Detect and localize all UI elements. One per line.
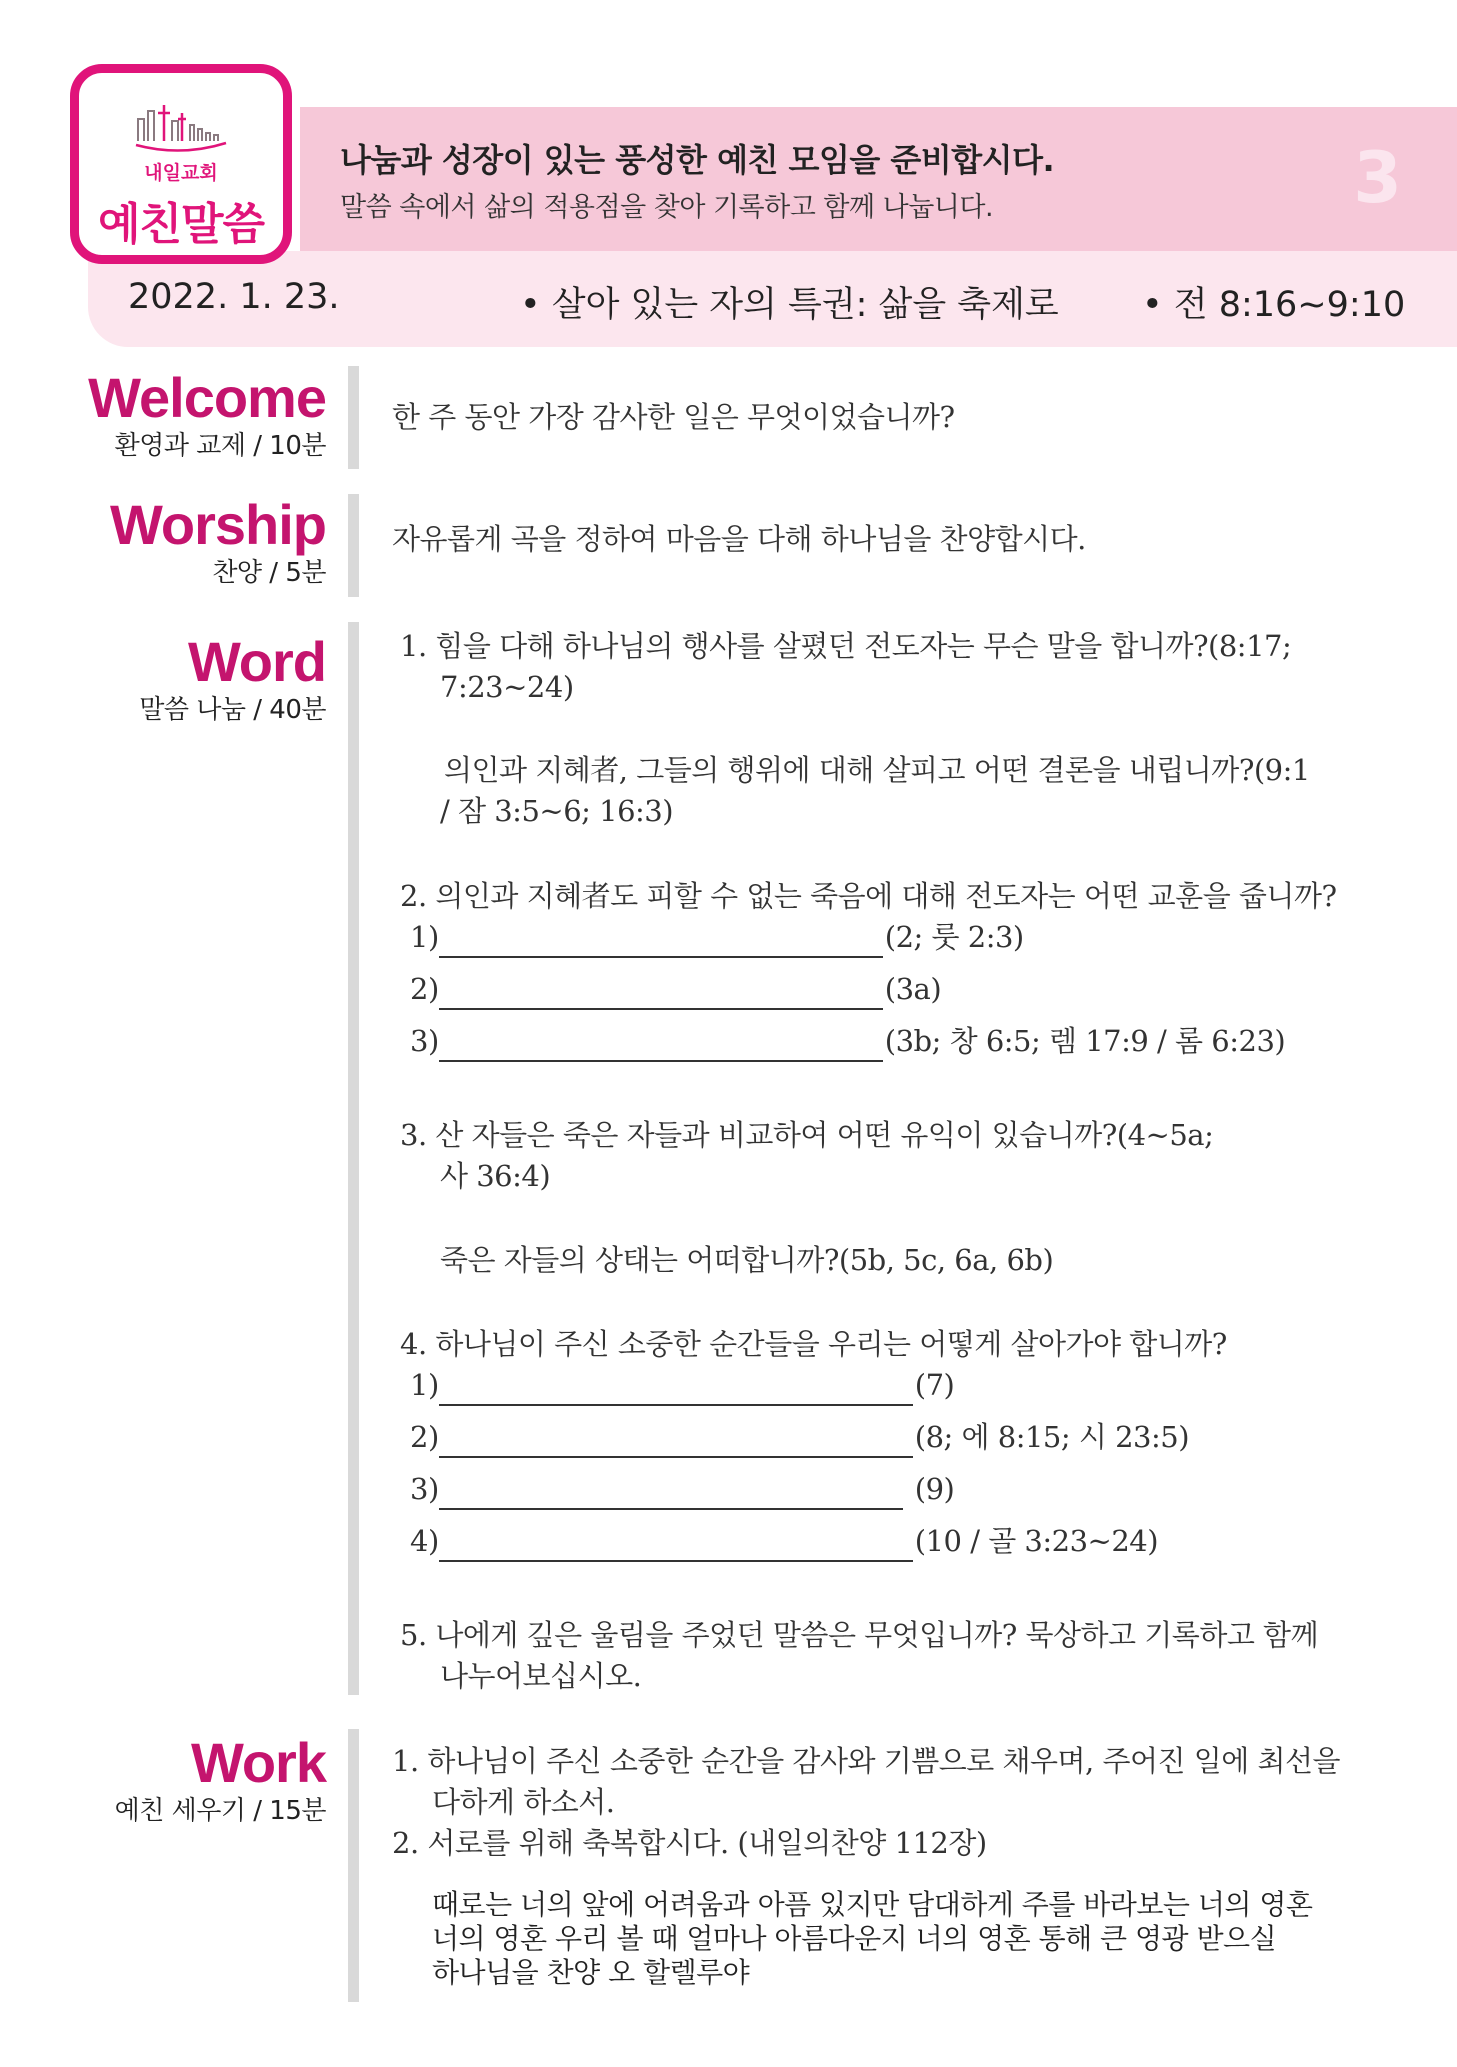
logo-subtitle: 예친말씀 [97,199,264,250]
church-skyline-icon [134,101,229,156]
scripture-reference: • 전 8:16~9:10 [1142,285,1406,325]
question-3-line2: 사 36:4) [440,1159,551,1193]
answer-blank[interactable] [439,1030,883,1062]
answer-blank[interactable] [439,1426,913,1458]
question-1-line1: 1. 힘을 다해 하나님의 행사를 살폈던 전도자는 무슨 말을 합니까?(8:17; [400,629,1292,663]
answer-reference: (2; 룻 2:3) [884,920,1024,954]
answer-line [410,917,1024,958]
word-heading: Word [187,630,326,693]
question-2: 2. 의인과 지혜者도 피할 수 없는 죽음에 대해 전도자는 어떤 교훈을 줍니까? [400,879,1337,913]
answer-reference: (7) [914,1368,955,1402]
info-band [88,251,1457,347]
hymn-lyric-line: 너의 영혼 우리 볼 때 얼마나 아름다운지 너의 영혼 통해 큰 영광 받으실 [432,1922,1277,1955]
church-name: 내일교회 [144,162,218,184]
answer-blank[interactable] [439,1530,913,1562]
answer-blank[interactable] [439,926,883,958]
question-5-line1: 5. 나에게 깊은 울림을 주었던 말씀은 무엇입니까? 묵상하고 기록하고 함께 [400,1618,1319,1652]
answer-blank[interactable] [439,1478,903,1510]
work-divider [348,1729,359,2002]
answer-reference: (8; 에 8:15; 시 23:5) [914,1420,1190,1454]
question-1-line2: 7:23~24) [440,670,574,704]
answer-number: 1) [410,1368,439,1402]
answer-number: 1) [410,920,439,954]
welcome-question: 한 주 동안 가장 감사한 일은 무엇이었습니까? [392,400,955,434]
prayer-2: 2. 서로를 위해 축복합시다. (내일의찬양 112장) [392,1826,987,1860]
worship-sub: 찬양 / 5분 [212,558,326,588]
question-3b: 죽은 자들의 상태는 어떠합니까?(5b, 5c, 6a, 6b) [440,1243,1054,1277]
answer-number: 3) [410,1472,439,1506]
answer-number: 2) [410,1420,439,1454]
answer-reference: (10 / 골 3:23~24) [914,1524,1159,1558]
welcome-header [88,368,326,462]
answer-line [410,1365,954,1406]
work-heading: Work [191,1731,326,1794]
prayer-1-line1: 1. 하나님이 주신 소중한 순간을 감사와 기쁨으로 채우며, 주어진 일에 최선을 [392,1744,1340,1778]
answer-blank[interactable] [439,978,883,1010]
answer-number: 4) [410,1524,439,1558]
work-header [115,1733,326,1827]
church-logo [70,64,292,264]
welcome-sub: 환영과 교제 / 10분 [114,431,326,461]
header-headline: 나눔과 성장이 있는 풍성한 예친 모임을 준비합시다. [340,141,1055,179]
page-number: 3 [1353,137,1402,219]
answer-reference: (3b; 창 6:5; 렘 17:9 / 롬 6:23) [884,1024,1286,1058]
word-sub: 말씀 나눔 / 40분 [139,695,326,725]
prayer-1-line2: 다하게 하소서. [432,1785,615,1819]
answer-number: 3) [410,1024,439,1058]
hymn-lyric-line: 때로는 너의 앞에 어려움과 아픔 있지만 담대하게 주를 바라보는 너의 영혼 [432,1888,1313,1921]
word-divider [348,622,359,1695]
question-1b-line2: / 잠 3:5~6; 16:3) [440,794,674,828]
answer-line [410,969,941,1010]
answer-line [410,1417,1189,1458]
answer-blank[interactable] [439,1374,913,1406]
date-label: 2022. 1. 23. [128,277,340,317]
worship-divider [348,494,359,597]
worship-header [110,495,326,589]
welcome-divider [348,366,359,469]
worship-text: 자유롭게 곡을 정하여 마음을 다해 하나님을 찬양합시다. [392,522,1086,556]
answer-reference: (9) [914,1472,955,1506]
welcome-heading: Welcome [88,366,326,429]
answer-line [410,1521,1158,1562]
hymn-lyric-line: 하나님을 찬양 오 할렐루야 [432,1956,750,1989]
header-band [300,107,1457,251]
question-1b-line1: 의인과 지혜者, 그들의 행위에 대해 살피고 어떤 결론을 내립니까?(9:1 [444,753,1310,787]
answer-line [410,1469,954,1510]
worship-heading: Worship [110,493,326,556]
question-4: 4. 하나님이 주신 소중한 순간들을 우리는 어떻게 살아가야 합니까? [400,1327,1227,1361]
question-3-line1: 3. 산 자들은 죽은 자들과 비교하여 어떤 유익이 있습니까?(4~5a; [400,1118,1214,1152]
header-subline: 말씀 속에서 삶의 적용점을 찾아 기록하고 함께 나눕니다. [340,192,994,223]
work-sub: 예친 세우기 / 15분 [114,1796,326,1826]
answer-number: 2) [410,972,439,1006]
word-header [139,632,326,726]
sermon-title: • 살아 있는 자의 특권: 삶을 축제로 [520,285,1059,325]
question-5-line2: 나누어보십시오. [440,1659,642,1693]
answer-line [410,1021,1285,1062]
answer-reference: (3a) [884,972,942,1006]
